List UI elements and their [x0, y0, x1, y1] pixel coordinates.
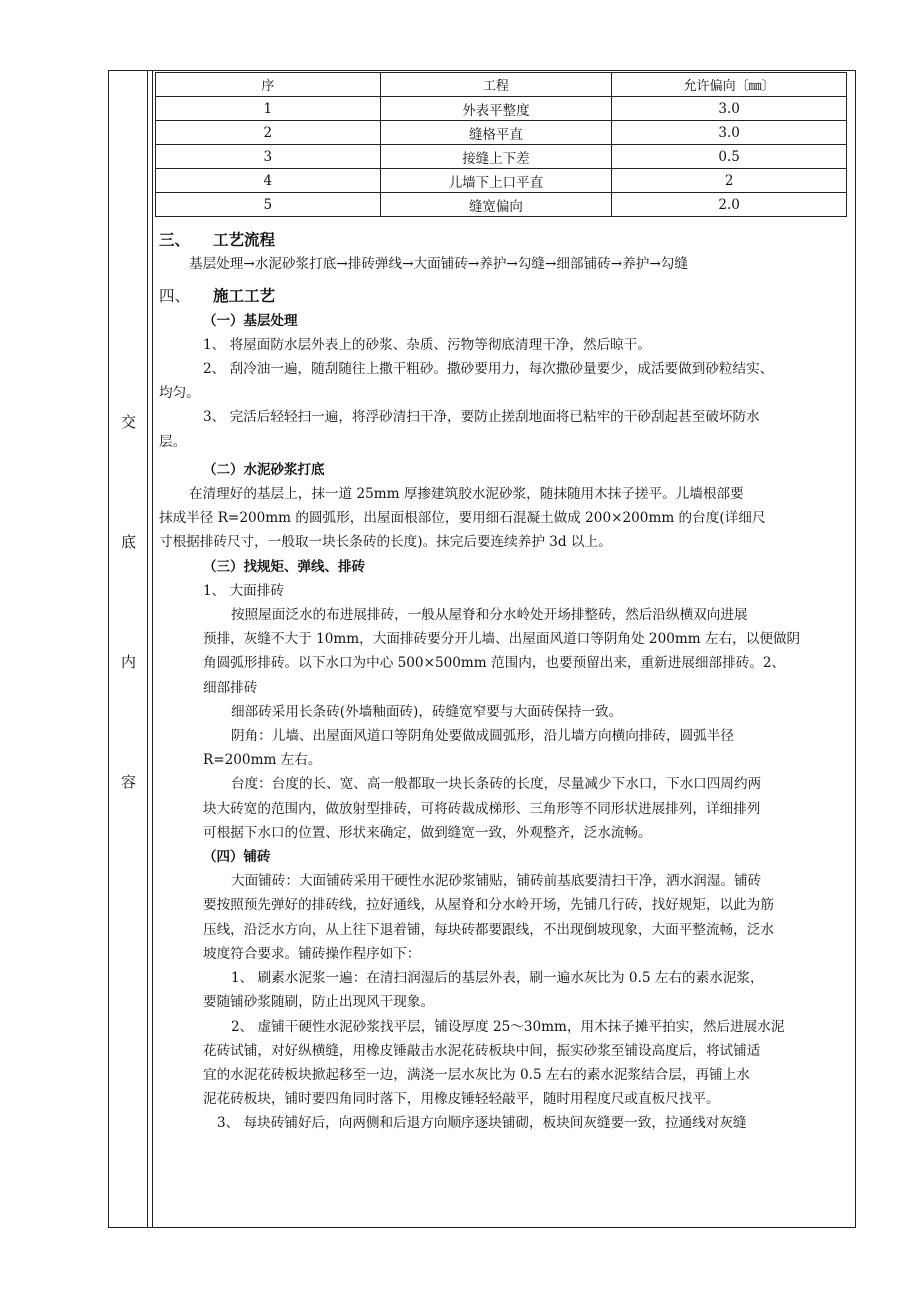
table-row: [156, 193, 847, 217]
paragraph-line: 可根据下水口的位置、形状来确定，做到缝宽一致，外观整齐，泛水流畅。: [203, 824, 652, 841]
table-cell: 外表平整度: [380, 97, 612, 121]
table-cell: 缝格平直: [380, 121, 612, 145]
table-cell: 3: [156, 145, 381, 169]
subsection-title: （二）水泥砂浆打底: [203, 461, 325, 478]
subsection-title: （四）铺砖: [203, 849, 271, 866]
subsection-title: （一）基层处理: [203, 312, 298, 329]
table-cell: 2: [612, 169, 847, 193]
paragraph-line: 寸根据排砖尺寸，一般取一块长条砖的长度)。抹完后要连续养护 3d 以上。: [159, 534, 612, 551]
paragraph-line: 细部砖采用长条砖(外墙釉面砖)，砖缝宽窄要与大面砖保持一致。: [231, 703, 623, 720]
paragraph-line: 要随铺砂浆随刷，防止出现风干现象。: [203, 994, 435, 1011]
process-flow: 基层处理→水泥砂浆打底→排砖弹线→大面铺砖→养护→勾缝→细部铺砖→养护→勾缝: [189, 256, 688, 273]
paragraph-line: 预排，灰缝不大于 10mm，大面排砖要分开儿墙、出屋面风道口等阴角处 200mm 左右，以便做阴: [203, 631, 801, 648]
paragraph-line: 按照屋面泛水的布进展排砖，一般从屋脊和分水岭处开场排整砖，然后沿纵横双向进展: [231, 607, 748, 624]
paragraph-line: 块大砖宽的范围内，做放射型排砖，可将砖裁成梯形、三角形等不同形状进展排列，详细排列: [203, 800, 761, 817]
table-cell: 1: [156, 97, 381, 121]
paragraph-line: 宜的水泥花砖板块掀起移至一边，满浇一层水灰比为 0.5 左右的素水泥浆结合层，再铺上水: [203, 1066, 750, 1083]
section-title: 施工工艺: [213, 287, 276, 306]
table-cell: 接缝上下差: [380, 145, 612, 169]
paragraph-line: 泥花砖板块，铺时要四角同时落下，用橡皮锤轻轻敲平，随时用程度尺或直板尺找平。: [203, 1091, 720, 1108]
paragraph-line: 3、 每块砖铺好后，向两侧和后退方向顺序逐块铺砌，板块间灰缝要一致，拉通线对灰缝: [217, 1115, 747, 1132]
section-title: 工艺流程: [213, 231, 276, 249]
table-header-cell: 工程: [380, 73, 612, 97]
table-cell: 4: [156, 169, 381, 193]
paragraph-line: 要按照预先弹好的排砖线，拉好通线，从屋脊和分水岭开场，先铺几行砖，找好规矩，以此为筋: [203, 897, 774, 914]
table-cell: 儿墙下上口平直: [380, 169, 612, 193]
paragraph-line: 花砖试铺，对好纵横缝，用橡皮锤敲击水泥花砖板块中间，振实砂浆至铺设高度后，将试铺适: [203, 1042, 761, 1059]
side-label-char: 底: [120, 533, 136, 551]
paragraph-line: 在清理好的基层上，抹一道 25mm 厚掺建筑胶水泥砂浆，随抹随用木抹子搓平。儿墙根部要: [189, 486, 744, 503]
paragraph-line: 大面铺砖：大面铺砖采用干硬性水泥砂浆铺贴，铺砖前基底要清扫干净，洒水润湿。铺砖: [231, 873, 762, 890]
table-row: [156, 121, 847, 145]
paragraph-line: 角圆弧形排砖。以下水口为中心 500×500mm 范围内，也要预留出来，重新进展细部排砖。2、: [203, 655, 786, 672]
document-body: [159, 228, 851, 1136]
subsection-title: （三）找规矩、弹线、排砖: [203, 558, 365, 575]
side-label-char: 交: [120, 413, 136, 431]
tolerance-table: [155, 72, 847, 217]
table-header-row: [156, 73, 847, 97]
paragraph-line: R=200mm 左右。: [203, 752, 322, 769]
section-number: 四、: [159, 287, 191, 306]
section-heading: [159, 228, 851, 252]
paragraph-line: 细部排砖: [203, 679, 258, 696]
table-row: [156, 97, 847, 121]
paragraph-line: 台度：台度的长、宽、高一般都取一块长条砖的长度，尽量减少下水口，下水口四周约两: [231, 776, 762, 793]
table-cell: 2: [156, 121, 381, 145]
paragraph-line: 抹成半径 R=200mm 的圆弧形，出屋面根部位，要用细石混凝土做成 200×200mm 的台度(详细尺: [159, 510, 766, 527]
section-number: 三、: [159, 231, 191, 249]
table-cell: 2.0: [612, 193, 847, 217]
table-cell: 3.0: [612, 97, 847, 121]
side-label-column: [109, 71, 148, 1227]
paragraph-line: 坡度符合要求。铺砖操作程序如下：: [203, 945, 421, 962]
paragraph-line: 2、 刮冷油一遍，随刮随往上撒干粗砂。撒砂要用力，每次撒砂量要少，成活要做到砂粒结实、: [203, 361, 774, 378]
table-cell: 0.5: [612, 145, 847, 169]
table-row: [156, 145, 847, 169]
table-cell: 缝宽偏向: [380, 193, 612, 217]
paragraph-line: 阴角：儿墙、出屋面风道口等阴角处要做成圆弧形，沿儿墙方向横向排砖，圆弧半径: [231, 728, 734, 745]
table-cell: 5: [156, 193, 381, 217]
paragraph-line: 3、 完活后轻轻扫一遍，将浮砂清扫干净，要防止搓刮地面将已粘牢的干砂刮起甚至破坏防水: [203, 409, 760, 426]
paragraph-line: 层。: [159, 433, 187, 450]
section-heading: [159, 284, 851, 308]
table-header-cell: 序: [156, 73, 381, 97]
table-cell: 3.0: [612, 121, 847, 145]
paragraph-line: 1、 刷素水泥浆一遍：在清扫润湿后的基层外表，刷一遍水灰比为 0.5 左右的素水泥浆，: [231, 970, 764, 987]
paragraph-line: 2、 虚铺干硬性水泥砂浆找平层，铺设厚度 25～30mm，用木抹子摊平拍实，然后进展水泥: [231, 1018, 785, 1035]
paragraph-line: 压线，沿泛水方向，从上往下退着铺，每块砖都要跟线，不出现倒坡现象，大面平整流畅，泛水: [203, 921, 774, 938]
table-header-cell: 允许偏向〔㎜〕: [612, 73, 847, 97]
side-label-char: 内: [120, 653, 136, 671]
table-row: [156, 169, 847, 193]
inner-border: [148, 71, 153, 1227]
side-label-char: 容: [120, 773, 136, 791]
paragraph-line: 1、 将屋面防水层外表上的砂浆、杂质、污物等彻底清理干净，然后晾干。: [203, 336, 651, 353]
paragraph-line: 1、 大面排砖: [203, 582, 284, 599]
paragraph-line: 均匀。: [159, 385, 200, 402]
